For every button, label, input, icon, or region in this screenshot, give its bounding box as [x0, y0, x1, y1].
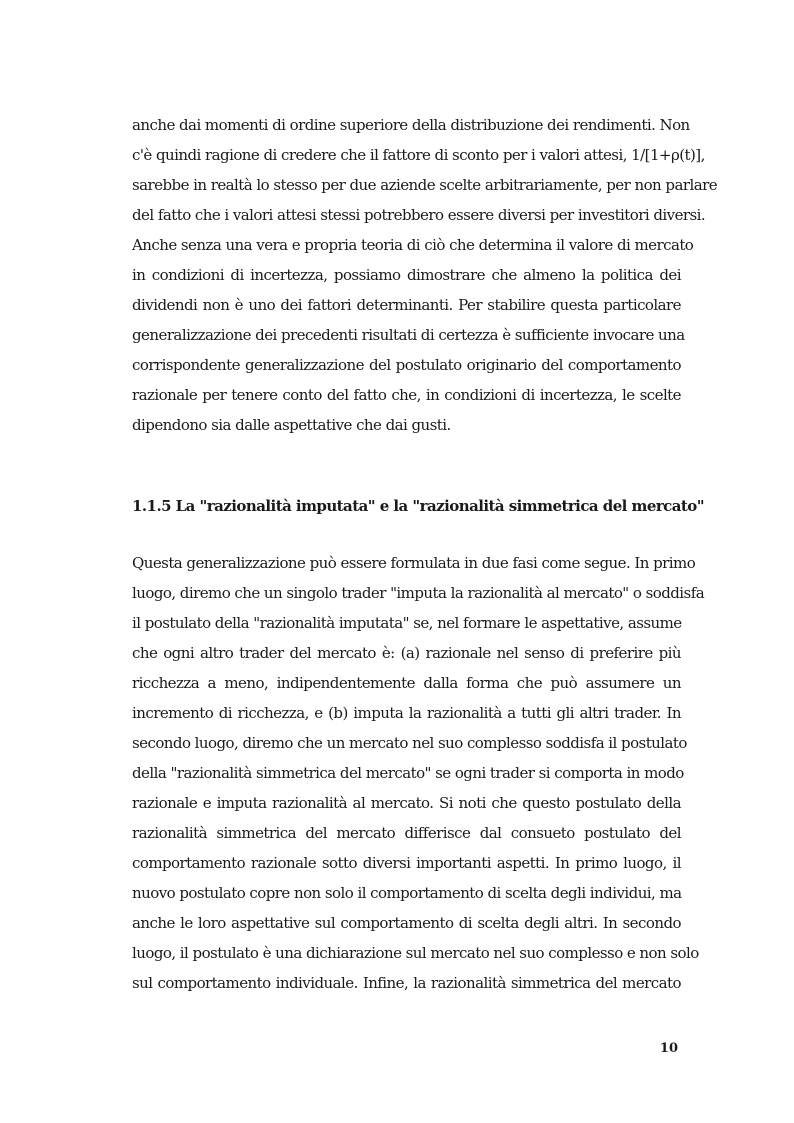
text-line: generalizzazione dei precedenti risultati di certezza è sufficiente invocare una: [132, 326, 685, 344]
text-line: luogo, il postulato è una dichiarazione sul mercato nel suo complesso e non solo: [132, 944, 699, 962]
text-line: anche le loro aspettative sul comportamento di scelta degli altri. In secondo: [132, 914, 681, 932]
text-line: razionalità simmetrica del mercato differisce dal consueto postulato del: [132, 824, 681, 842]
text-line: c'è quindi ragione di credere che il fattore di sconto per i valori attesi, 1/[1+ρ(t)],: [132, 146, 705, 164]
body-paragraph-2: [132, 548, 705, 998]
text-line: Questa generalizzazione può essere formulata in due fasi come segue. In primo: [132, 554, 696, 572]
text-line: ricchezza a meno, indipendentemente dalla forma che può assumere un: [132, 674, 681, 692]
text-line: Anche senza una vera e propria teoria di ciò che determina il valore di mercato: [132, 236, 694, 254]
text-line: incremento di ricchezza, e (b) imputa la razionalità a tutti gli altri trader. In: [132, 704, 681, 722]
text-line: corrispondente generalizzazione del postulato originario del comportamento: [132, 356, 681, 374]
text-line: dividendi non è uno dei fattori determinanti. Per stabilire questa particolare: [132, 296, 681, 314]
section-heading: 1.1.5 La "razionalità imputata" e la "razionalità simmetrica del mercato": [132, 497, 705, 515]
text-line: luogo, diremo che un singolo trader "imputa la razionalità al mercato" o soddisfa: [132, 584, 705, 602]
text-line: sul comportamento individuale. Infine, la razionalità simmetrica del mercato: [132, 974, 681, 992]
text-line: dipendono sia dalle aspettative che dai gusti.: [132, 416, 451, 434]
body-paragraph-1: [132, 110, 718, 440]
text-line: sarebbe in realtà lo stesso per due aziende scelte arbitrariamente, per non parlare: [132, 176, 718, 194]
text-line: secondo luogo, diremo che un mercato nel suo complesso soddisfa il postulato: [132, 734, 687, 752]
text-line: in condizioni di incertezza, possiamo dimostrare che almeno la politica dei: [132, 266, 681, 284]
text-line: della "razionalità simmetrica del mercato" se ogni trader si comporta in modo: [132, 764, 684, 782]
text-line: nuovo postulato copre non solo il comportamento di scelta degli individui, ma: [132, 884, 682, 902]
text-line: razionale per tenere conto del fatto che, in condizioni di incertezza, le scelte: [132, 386, 681, 404]
page-number: 10: [659, 1041, 678, 1056]
text-line: che ogni altro trader del mercato è: (a) razionale nel senso di preferire più: [132, 644, 681, 662]
text-line: comportamento razionale sotto diversi importanti aspetti. In primo luogo, il: [132, 854, 681, 872]
text-line: razionale e imputa razionalità al mercato. Si noti che questo postulato della: [132, 794, 681, 812]
text-line: anche dai momenti di ordine superiore della distribuzione dei rendimenti. Non: [132, 116, 690, 134]
text-line: il postulato della "razionalità imputata" se, nel formare le aspettative, assume: [132, 614, 682, 632]
text-line: del fatto che i valori attesi stessi potrebbero essere diversi per investitori diversi.: [132, 206, 706, 224]
